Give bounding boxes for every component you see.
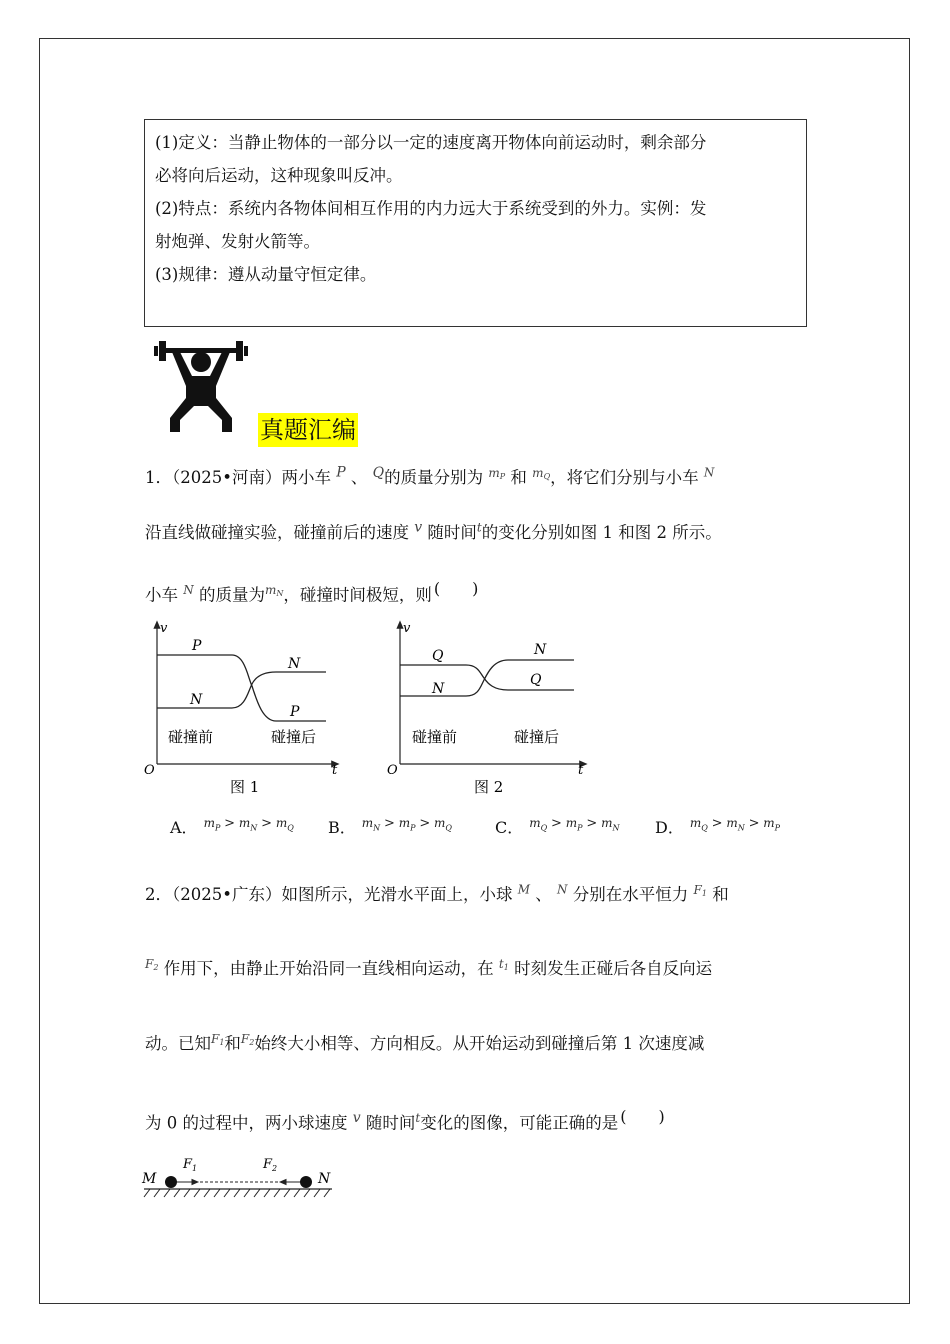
option-a[interactable]: A． $^{m_P > m_N > m_Q}$	[170, 815, 294, 837]
q1-line-2: 沿直线做碰撞实验，碰撞前后的速度 $^v$ 随时间$^t$的变化分别如图 1 和图 2 所示。	[145, 519, 722, 542]
axis-label-v: v	[403, 621, 411, 636]
definition-line: (3)规律：遵从动量守恒定律。	[155, 265, 377, 284]
label-before: 碰撞前	[412, 728, 458, 746]
label-N-before: N	[432, 681, 445, 697]
figure-1	[140, 618, 340, 798]
curve-Q	[400, 665, 574, 690]
label-P-before: P	[192, 638, 202, 654]
answer-parentheses: ( )	[620, 1107, 665, 1126]
curve-N	[157, 672, 326, 708]
ground-hatching	[144, 1189, 330, 1197]
label-Q-before: Q	[432, 648, 444, 664]
label-Q-after: Q	[530, 672, 542, 688]
origin-label: O	[144, 763, 155, 778]
figure-3	[140, 1152, 340, 1202]
label-N-after: N	[534, 642, 547, 658]
figure-2	[384, 618, 594, 798]
ball-N	[300, 1176, 312, 1188]
section-title: 真题汇编	[258, 413, 358, 447]
q2-line-1: 2．（2025•广东）如图所示，光滑水平面上，小球 $^M$ 、 $^N$ 分别在水平恒力 $^{F_1}$ 和	[145, 882, 729, 904]
q1-line-3: 小车 $^N$ 的质量为$^{m_N}$，碰撞时间极短，则 ( )	[145, 579, 479, 605]
label-N-after: N	[288, 656, 301, 672]
label-N-before: N	[190, 692, 203, 708]
option-c[interactable]: C． $^{m_Q > m_P > m_N}$	[495, 815, 620, 837]
q2-line-3: 动。已知$^{F_1}$和$^{F_2}$始终大小相等、方向相反。从开始运动到碰撞后第 1 次速度减	[145, 1031, 705, 1053]
q2-line-4: 为 0 的过程中，两小球速度 $^v$ 随时间$^t$变化的图像，可能正确的是 ( )	[145, 1107, 665, 1133]
figure-caption: 图 2	[474, 778, 504, 796]
ball-M	[165, 1176, 177, 1188]
figure-caption: 图 1	[230, 778, 260, 796]
weightlifter-icon	[150, 338, 252, 434]
label-before: 碰撞前	[168, 728, 214, 746]
q1-line-1: 1．（2025•河南）两小车 $^P$ 、 $^Q$的质量分别为 $^{m_P}$ 和 $^{m_Q}$，将它们分别与小车 $^N$	[145, 464, 715, 487]
definition-line: 射炮弹、发射火箭等。	[155, 232, 320, 251]
curve-P	[157, 655, 326, 721]
label-M: M	[142, 1171, 157, 1187]
definition-line: (2)特点：系统内各物体间相互作用的内力远大于系统受到的外力。实例：发	[155, 199, 707, 218]
q2-line-2: $^{F_2}$ 作用下，由静止开始沿同一直线相向运动，在 $^{t_1}$ 时刻发生正碰后各自反向运	[145, 956, 713, 978]
axis-label-t: t	[578, 763, 584, 778]
definition-box	[144, 119, 807, 327]
label-after: 碰撞后	[271, 728, 317, 746]
axis-label-v: v	[160, 621, 168, 636]
option-b[interactable]: B． $^{m_N > m_P > m_Q}$	[328, 815, 452, 837]
label-F2: $F_2$	[263, 1157, 278, 1173]
answer-parentheses: ( )	[433, 579, 479, 598]
axis-label-t: t	[332, 763, 338, 778]
definition-line: 必将向后运动，这种现象叫反冲。	[155, 166, 403, 185]
option-d[interactable]: D． $^{m_Q > m_N > m_P}$	[655, 815, 781, 837]
label-N: N	[318, 1171, 331, 1187]
label-after: 碰撞后	[514, 728, 560, 746]
label-P-after: P	[290, 704, 300, 720]
label-F1: $F_1$	[183, 1157, 198, 1173]
origin-label: O	[387, 763, 398, 778]
definition-line: (1)定义：当静止物体的一部分以一定的速度离开物体向前运动时，剩余部分	[155, 133, 707, 152]
